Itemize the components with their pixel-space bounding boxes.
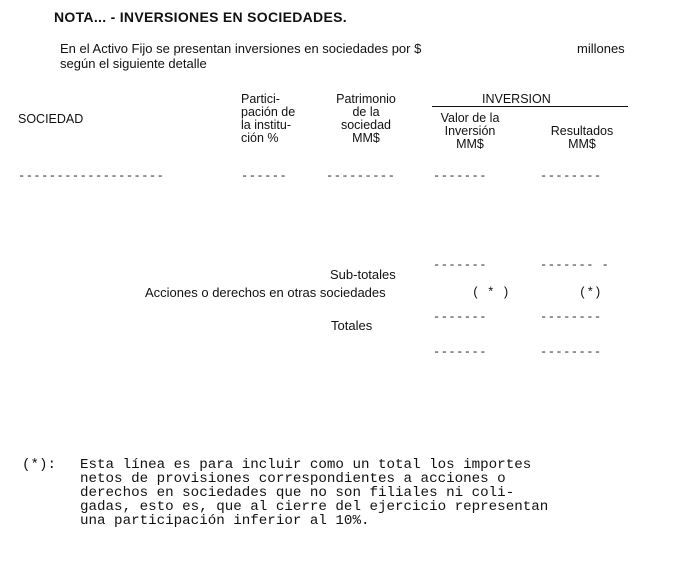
header-patrimonio-line: MM$ [352,131,380,145]
dash-patrimonio: --------- [326,169,396,183]
header-participacion-line: Partici- [241,92,280,106]
header-inversion-rule [432,106,628,107]
dash-resultados: -------- [540,169,602,183]
header-patrimonio [318,93,414,145]
header-resultados-line: Resultados [550,124,614,138]
header-valor-line: Inversión [444,124,496,138]
header-patrimonio-line: de la [352,105,380,119]
header-participacion-line: ción % [241,131,279,145]
note-title: NOTA... - INVERSIONES EN SOCIEDADES. [54,9,347,25]
dash-totales-resultados: -------- [540,345,602,359]
header-patrimonio-line: sociedad [340,118,392,132]
header-valor-line: Valor de la [440,111,500,125]
header-patrimonio-line: Patrimonio [336,92,396,106]
header-participacion-line: pación de [241,105,296,119]
dash-sociedad: ------------------- [18,169,165,183]
intro-line-1: En el Activo Fijo se presentan inversiones en sociedades por $ [60,41,422,56]
header-participacion-line: la institu- [241,118,292,132]
dash-subtotal-resultados: ------- - [540,258,610,272]
row-acciones-resultados-mark: (*) [579,286,602,300]
dash-acciones-valor: ------- [433,310,487,324]
row-acciones-valor-mark: ( * ) [472,286,510,300]
intro-millones: millones [577,41,625,56]
row-acciones-label: Acciones o derechos en otras sociedades [145,285,386,300]
header-resultados [537,125,627,151]
header-sociedad: SOCIEDAD [18,112,84,126]
dash-valor: ------- [433,169,487,183]
footnote-line: netos de provisiones correspondientes a acciones o [80,471,506,487]
header-valor [427,112,513,151]
header-participacion [241,93,295,145]
footnote-line: una participación inferior al 10%. [80,513,370,529]
footnote-line: Esta línea es para incluir como un total los importes [80,457,532,473]
header-valor-line: MM$ [456,137,484,151]
dash-subtotal-valor: ------- [433,258,487,272]
dash-participacion: ------ [241,169,288,183]
header-resultados-line: MM$ [568,137,596,151]
footnote-text [80,458,548,528]
footnote-line: derechos en sociedades que no son filiales ni coli- [80,485,515,501]
dash-totales-valor: ------- [433,345,487,359]
row-subtotales-label: Sub-totales [330,267,396,282]
intro-line-2: según el siguiente detalle [60,56,207,71]
footnote-line: gadas, esto es, que al cierre del ejercicio representan [80,499,549,515]
header-inversion-group: INVERSION [482,92,551,106]
dash-acciones-resultados: -------- [540,310,602,324]
row-totales-label: Totales [331,318,373,333]
footnote-marker: (*): [22,457,57,473]
